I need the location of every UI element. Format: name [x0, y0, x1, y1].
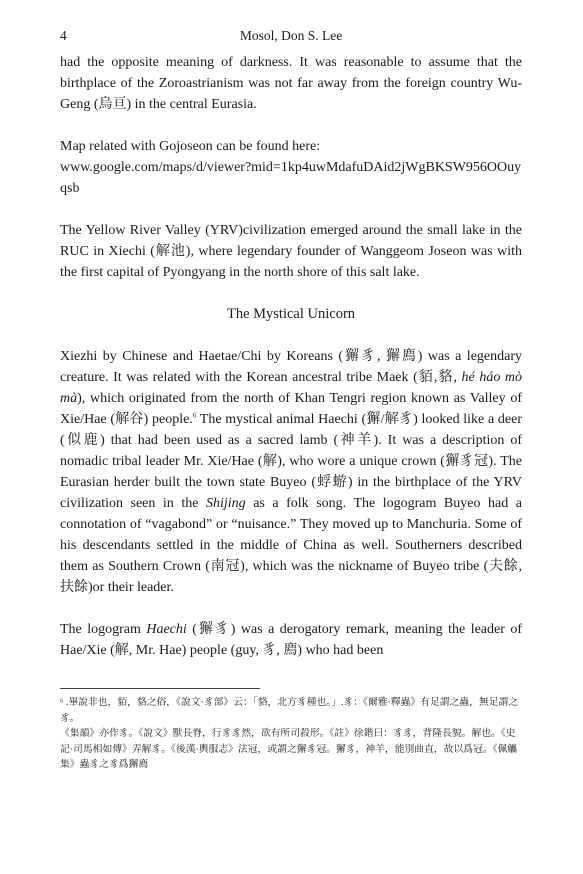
p4-italic-shijing: Shijing [205, 496, 246, 511]
p5-text-b: (獬豸) was a derogatory remark, meaning the leader of Hae/Xie (解, Mr. Hae) people (guy, 豸, 廌) who had been [60, 622, 523, 658]
p4-text-c: The mystical animal Haechi (獬/解豸) looked like a deer (似鹿) that had been used as a sacred lamb (神羊). It was a description of nomadic tribal leader Mr. Xie/Hae (解), who wore a unique crown (獬豸冠). The Eurasian herder built the town state Buyeo (蜉蝣) in the birthplace of the YRV civilization seen in the [60, 412, 522, 511]
footnote-6-line-1: ⁶ .畢說非也，貊，貉之俗，《說文·豸部》云：「貉，北方豸種也。」.豸：《爾雅·釋蟲》有足謂之蟲，無足謂之豸。 [60, 697, 519, 724]
p4-text-a: Xiezhi by Chinese and Haetae/Chi by Koreans (獬豸, 獬廌) was a legendary creature. It was related with the Korean ancestral tribe Maek (貊,貉, [60, 349, 522, 385]
paragraph-3: The Yellow River Valley (YRV)civilization emerged around the small lake in the RUC in Xiechi (解池), where legendary founder of Wanggeom Joseon was with the first capital of Pyongyang in the north shore of this salt lake. [60, 223, 522, 280]
paragraph-4 [60, 346, 522, 598]
p4-italic-reading: hé háo mò mà [60, 370, 522, 406]
footnote-ref-6[interactable]: 6 [192, 411, 197, 420]
footnote-separator [60, 688, 260, 689]
page-header [60, 28, 522, 52]
running-head: Mosol, Don S. Lee [239, 28, 343, 43]
map-link-label: Map related with Gojoseon can be found here: [60, 139, 321, 154]
p4-text-b: ), which originated from the north of Khan Tengri region known as Valley of Xie/Hae (解谷) people. [60, 391, 522, 427]
footnote-6-line-2: 《集韻》亦作豸。《說文》獸長脊，行豸豸然，欲有所司殺形。《註》徐鍇曰：豸豸，背隆長貌。解也。《史記·司馬相如傳》弄解豸。《後漢·輿服志》法冠，或謂之獬豸冠。獬豸，神羊，能別曲直，故以爲冠。《佩觿集》蟲豸之豸爲獬廌 [60, 728, 518, 770]
map-link-url[interactable]: www.google.com/maps/d/viewer?mid=1kp4uwMdafuDAid2jWgBKSW956OOuyqsb [60, 160, 522, 196]
p4-text-d: as a folk song. The logogram Buyeo had a connotation of “vagabond” or “nuisance.” They moved up to Manchuria. Some of his descendants settled in the middle of China as well. Southerners described them as Southern Crown (南冠), which was the nickname of Buyeo tribe (夫餘,扶餘)or their leader. [60, 496, 522, 595]
paragraph-1: had the opposite meaning of darkness. It was reasonable to assume that the birthplace of the Zoroastrianism was not far away from the foreign country Wu-Geng (烏亘) in the central Eurasia. [60, 55, 522, 112]
section-title: The Mystical Unicorn [226, 306, 356, 322]
p5-text-a: The logogram [60, 622, 147, 637]
paragraph-5 [60, 619, 522, 661]
p5-italic-haechi: Haechi [146, 622, 187, 637]
document-page [60, 28, 522, 773]
paragraph-map-link [60, 136, 522, 199]
page-number: 4 [60, 28, 67, 43]
